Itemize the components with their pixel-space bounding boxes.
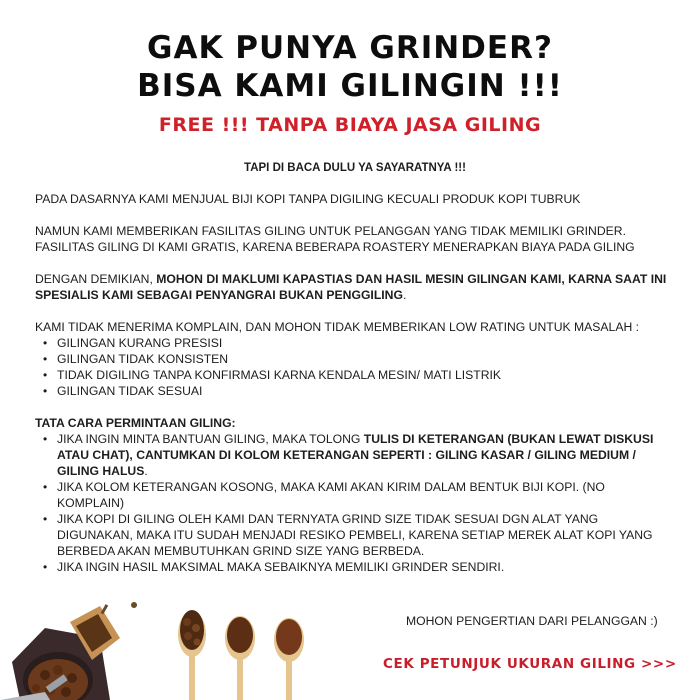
disclaimer-bold: MOHON DI MAKLUMI KAPASTIAS DAN HASIL MESIN GILINGAN KAMI, KARNA SAAT INI SPESIALIS KAMI SEBAGAI PENYANGRAI BUKAN PENGGILING xyxy=(35,272,667,302)
procedure-title: TATA CARA PERMINTAAN GILING: xyxy=(35,416,236,430)
paragraph-facility-line-1: NAMUN KAMI MEMBERIKAN FASILITAS GILING UNTUK PELANGGAN YANG TIDAK MEMILIKI GRINDER. xyxy=(35,224,626,238)
list-item: • JIKA INGIN HASIL MAKSIMAL MAKA SEBAIKNYA MEMILIKI GRINDER SENDIRI. xyxy=(43,559,675,575)
list-item: • JIKA KOPI DI GILING OLEH KAMI DAN TERNYATA GRIND SIZE TIDAK SESUAI DGN ALAT YANG DIGUNAKAN, MAKA ITU SUDAH MENJADI RESIKO PEMBELI, KARENA SETIAP MEREK ALAT KOPI YANG BERBEDA AKAN MEMBUTUHKAN GRIND SIZE YANG BERBEDA. xyxy=(43,511,675,559)
list-item: • GILINGAN TIDAK KONSISTEN xyxy=(43,351,675,367)
paragraph-no-complaint: KAMI TIDAK MENERIMA KOMPLAIN, DAN MOHON TIDAK MEMBERIKAN LOW RATING UNTUK MASALAH : xyxy=(35,320,640,334)
coffee-grinder-icon xyxy=(0,602,137,700)
complaint-list xyxy=(43,335,675,399)
list-item: • TIDAK DIGILING TANPA KONFIRMASI KARNA KENDALA MESIN/ MATI LISTRIK xyxy=(43,367,675,383)
paragraph-intro: PADA DASARNYA KAMI MENJUAL BIJI KOPI TANPA DIGILING KECUALI PRODUK KOPI TUBRUK xyxy=(35,192,581,206)
coffee-illustration xyxy=(0,600,320,700)
terms-content xyxy=(35,160,675,575)
notice-title: TAPI DI BACA DULU YA SAYARATNYA !!! xyxy=(244,162,466,174)
list-item: • JIKA KOLOM KETERANGAN KOSONG, MAKA KAMI AKAN KIRIM DALAM BENTUK BIJI KOPI. (NO KOMPLAIN) xyxy=(43,479,675,511)
procedure-item-1-bold: TULIS DI KETERANGAN (BUKAN LEWAT DISKUSI ATAU CHAT), CANTUMKAN DI KOLOM KETERANGAN SEPERTI : GILING KASAR / GILING MEDIUM / GILING HALUS xyxy=(57,432,654,478)
grind-size-guide-link[interactable]: CEK PETUNJUK UKURAN GILING >>> xyxy=(383,656,677,672)
spoon-coarse-grind-icon xyxy=(225,616,255,700)
subheadline-free: FREE !!! TANPA BIAYA JASA GILING xyxy=(158,114,542,136)
headline-line-1: GAK PUNYA GRINDER? xyxy=(147,30,553,66)
list-item: • GILINGAN KURANG PRESISI xyxy=(43,335,675,351)
closing-message: MOHON PENGERTIAN DARI PELANGGAN :) xyxy=(406,614,658,628)
disclaimer-end: . xyxy=(402,288,407,302)
disclaimer-lead: DENGAN DEMIKIAN, xyxy=(35,272,157,286)
paragraph-facility xyxy=(35,223,675,255)
procedure-list xyxy=(43,431,675,575)
procedure-item-1-lead: JIKA INGIN MINTA BANTUAN GILING, MAKA TOLONG xyxy=(57,432,364,446)
procedure-item-1-end: . xyxy=(144,464,148,478)
list-item: • GILINGAN TIDAK SESUAI xyxy=(43,383,675,399)
headline-line-2: BISA KAMI GILINGIN !!! xyxy=(137,68,563,104)
spoon-whole-beans-icon xyxy=(178,610,206,700)
list-item xyxy=(43,431,675,479)
paragraph-disclaimer xyxy=(35,271,675,303)
paragraph-facility-line-2: FASILITAS GILING DI KAMI GRATIS, KARENA BEBERAPA ROASTERY MENERAPKAN BIAYA PADA GILING xyxy=(35,240,635,254)
spoon-fine-grind-icon xyxy=(274,618,304,700)
